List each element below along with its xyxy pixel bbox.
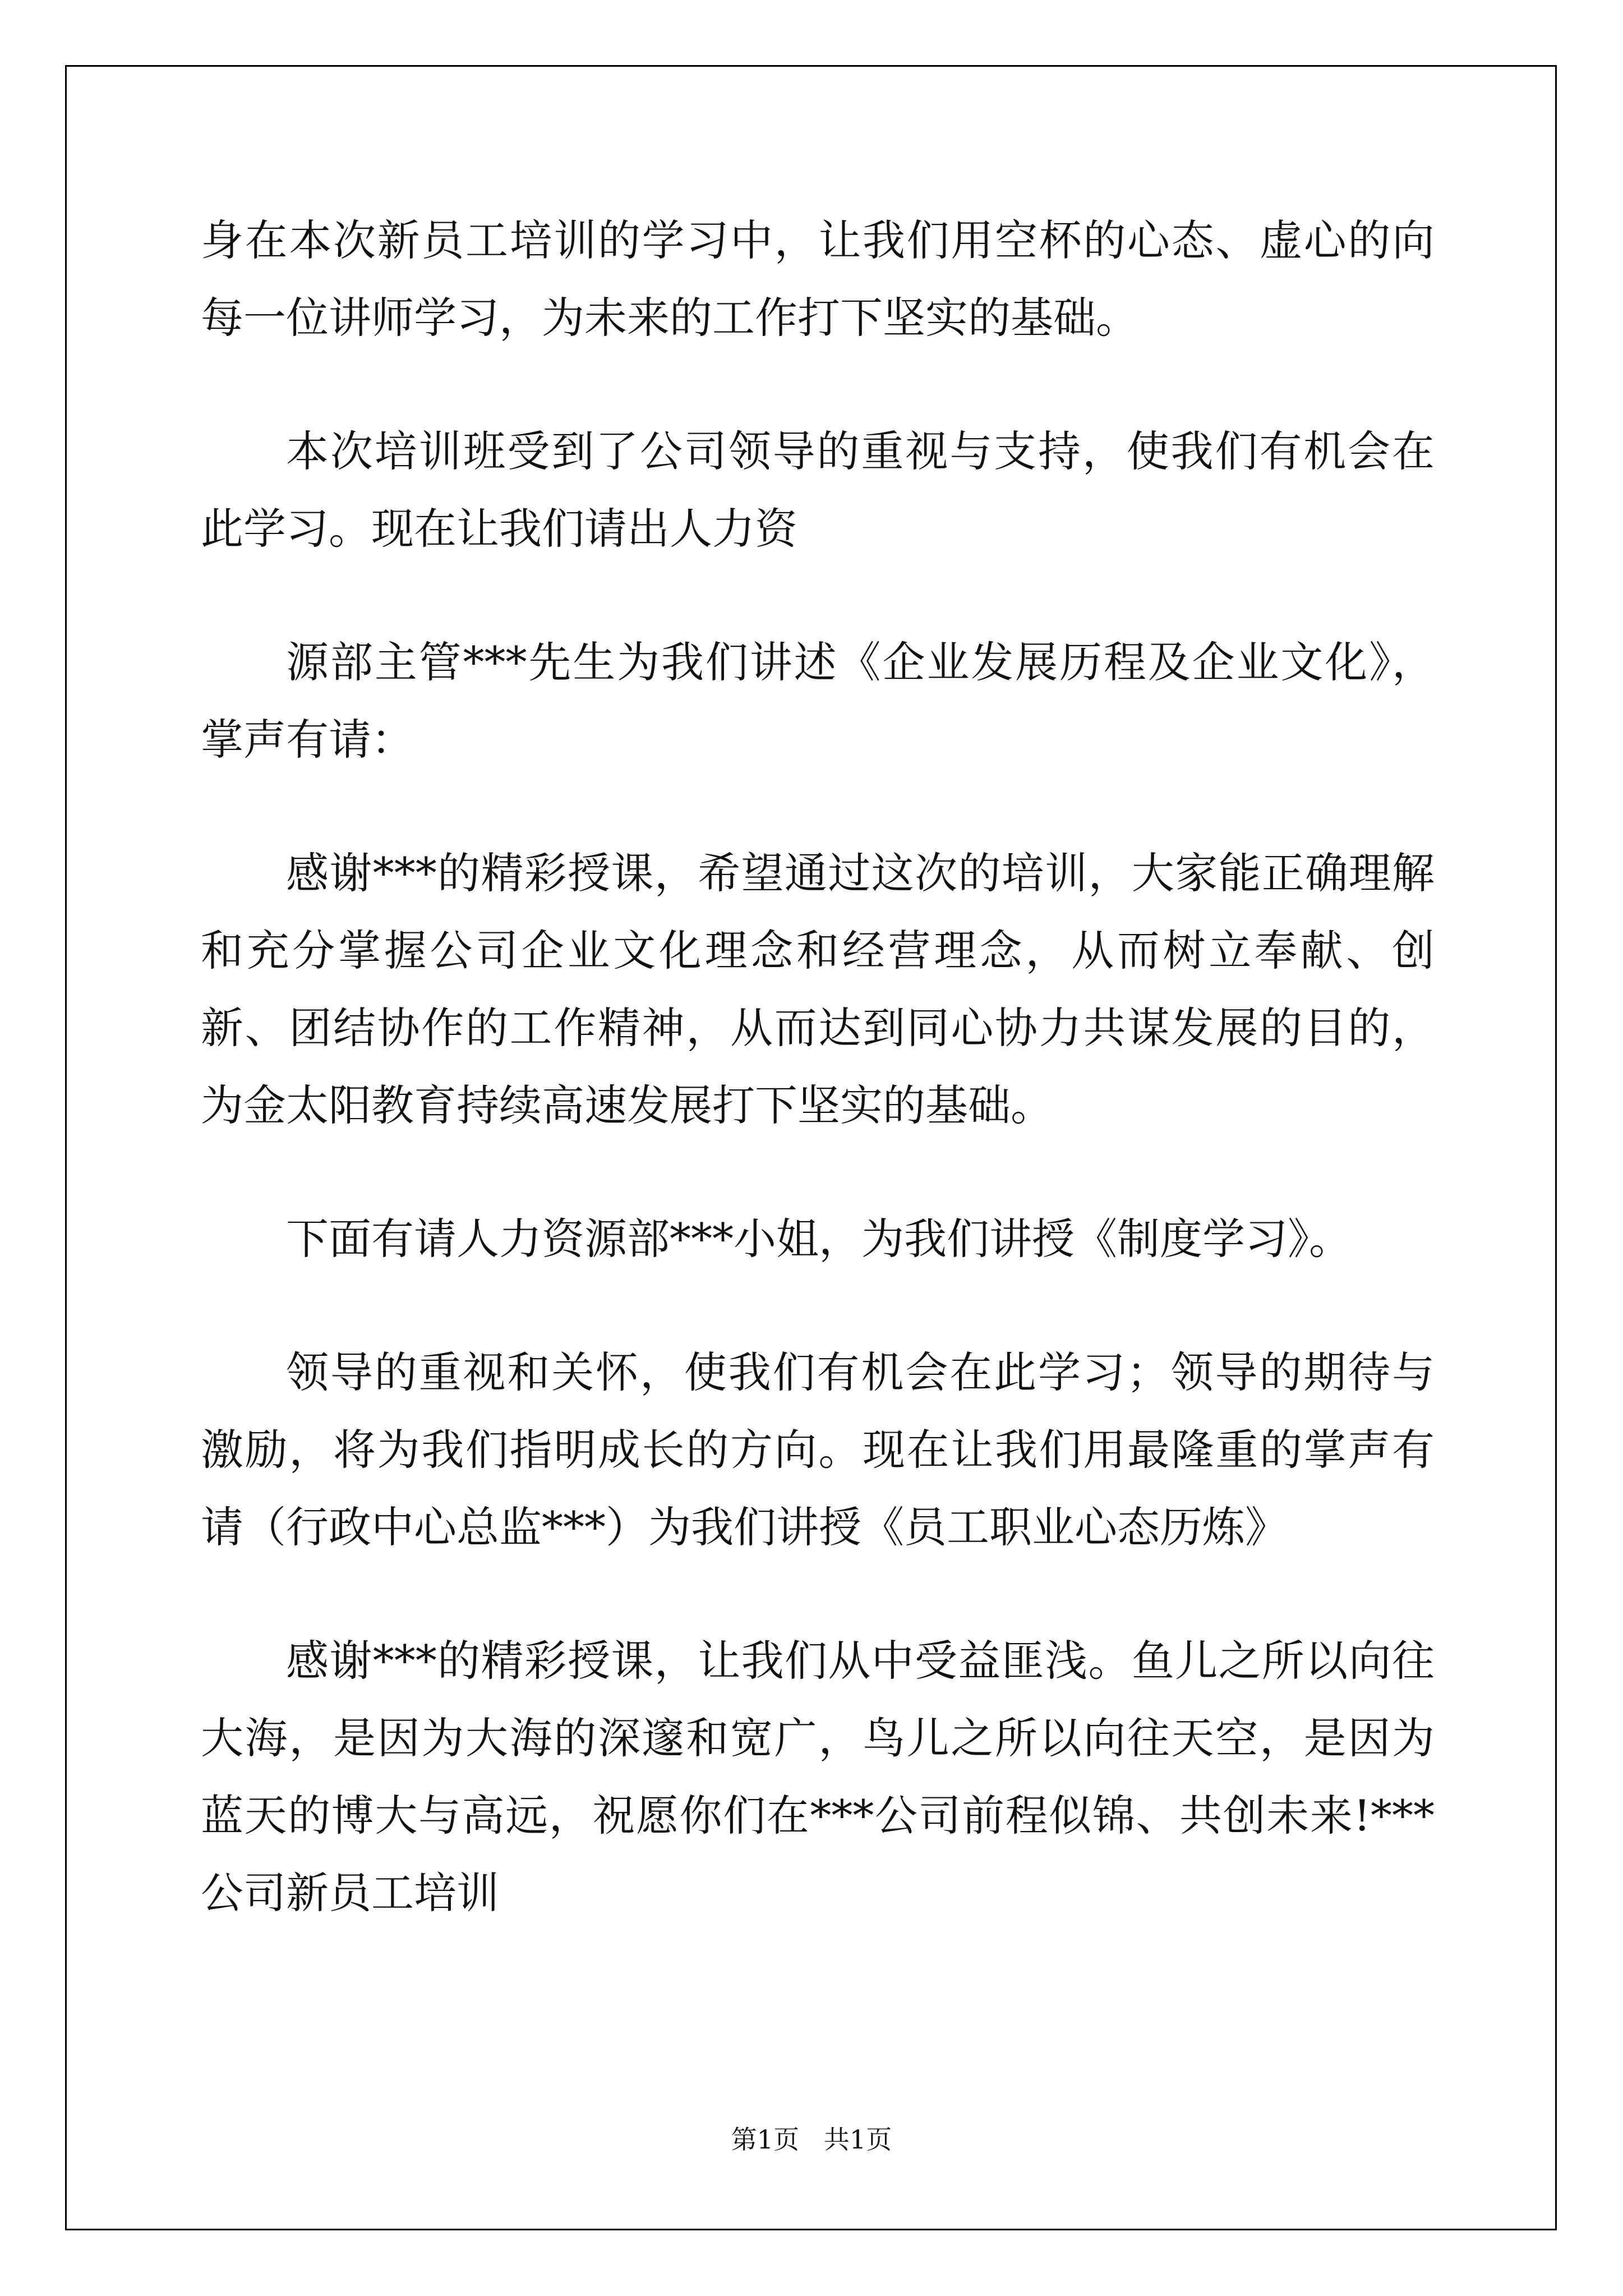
paragraph-3: 源部主管***先生为我们讲述《企业发展历程及企业文化》，掌声有请： [201, 637, 1435, 765]
paragraph-7: 感谢***的精彩授课，让我们从中受益匪浅。鱼儿之所以向往大海，是因为大海的深邃和宽广，鸟儿之所以向往天空，是因为蓝天的博大与高远，祝愿你们在***公司前程似锦、共创未来!***公司新员工培训 [201, 1636, 1435, 1918]
document-body [201, 202, 1435, 1988]
paragraph-4: 感谢***的精彩授课，希望通过这次的培训，大家能正确理解和充分掌握公司企业文化理念和经营理念，从而树立奉献、创新、团结协作的工作精神，从而达到同心协力共谋发展的目的，为金太阳教育持续高速发展打下坚实的基础。 [201, 848, 1435, 1130]
paragraph-5: 下面有请人力资源部***小姐，为我们讲授《制度学习》。 [286, 1214, 1352, 1264]
paragraph-6: 领导的重视和关怀，使我们有机会在此学习；领导的期待与激励，将为我们指明成长的方向。现在让我们用最隆重的掌声有请（行政中心总监***）为我们讲授《员工职业心态历炼》 [201, 1347, 1435, 1552]
paragraph-1: 身在本次新员工培训的学习中，让我们用空杯的心态、虚心的向每一位讲师学习，为未来的工作打下坚实的基础。 [201, 215, 1435, 343]
page-number-footer: 第1页 共1页 [731, 2124, 892, 2155]
paragraph-2: 本次培训班受到了公司领导的重视与支持，使我们有机会在此学习。现在让我们请出人力资 [201, 426, 1435, 554]
